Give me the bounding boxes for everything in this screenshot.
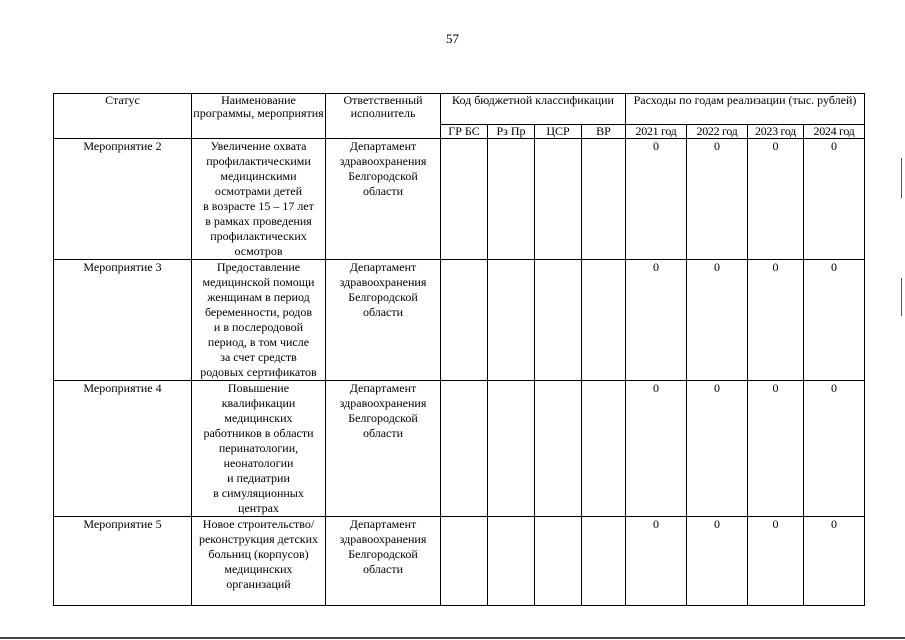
cell-expense-value: 0 <box>804 381 865 517</box>
cell-expense-value: 0 <box>748 260 804 381</box>
header-year-2022: 2022 год <box>687 125 748 139</box>
header-grbs: ГР БС <box>441 125 488 139</box>
name-line: больниц (корпусов) <box>208 547 309 561</box>
header-name: Наименование программы, мероприятия <box>192 94 326 139</box>
name-line: профилактических <box>210 229 307 243</box>
name-line: беременности, родов <box>204 305 313 319</box>
executor-line: здравоохранения <box>339 532 427 546</box>
scan-bottom-line <box>0 637 905 639</box>
cell-expense-value: 0 <box>626 260 687 381</box>
cell-rzpr <box>488 381 535 517</box>
table-row <box>54 381 865 517</box>
table-row <box>54 260 865 381</box>
cell-vr <box>582 139 626 260</box>
name-line: в симуляционных <box>213 486 304 500</box>
cell-status: Мероприятие 3 <box>54 260 192 381</box>
name-line: медицинских <box>224 562 293 576</box>
executor-line: Белгородской <box>348 169 418 183</box>
name-line: реконструкция детских <box>198 532 319 546</box>
cell-name <box>192 381 326 517</box>
cell-vr <box>582 381 626 517</box>
executor-line: области <box>362 426 404 440</box>
name-line: работников в области <box>203 426 314 440</box>
name-line: период, в том числе <box>207 335 310 349</box>
header-year-2021: 2021 год <box>626 125 687 139</box>
name-line: перинатологии, <box>218 441 299 455</box>
cell-csr <box>535 260 582 381</box>
cell-executor <box>326 139 441 260</box>
cell-rzpr <box>488 139 535 260</box>
cell-expense-value: 0 <box>687 517 748 606</box>
cell-csr <box>535 517 582 606</box>
cell-expense-value: 0 <box>626 381 687 517</box>
header-csr: ЦСР <box>535 125 582 139</box>
header-expenses: Расходы по годам реализации (тыс. рублей) <box>626 94 865 125</box>
executor-line: Белгородской <box>348 411 418 425</box>
cell-grbs <box>441 381 488 517</box>
name-line: Предоставление <box>216 260 301 274</box>
scan-edge-mark <box>901 158 902 198</box>
cell-vr <box>582 517 626 606</box>
cell-expense-value: 0 <box>748 517 804 606</box>
executor-line: здравоохранения <box>339 275 427 289</box>
table-row <box>54 139 865 260</box>
cell-grbs <box>441 139 488 260</box>
name-line: медицинских <box>224 411 293 425</box>
program-table <box>53 93 865 606</box>
name-line: квалификации <box>221 396 296 410</box>
name-line: медицинской помощи <box>202 275 315 289</box>
cell-status: Мероприятие 4 <box>54 381 192 517</box>
cell-expense-value: 0 <box>748 381 804 517</box>
executor-line: области <box>362 305 404 319</box>
header-executor: Ответственный исполнитель <box>326 94 441 139</box>
name-line: в возрасте 15 – 17 лет <box>203 199 314 213</box>
page-number: 57 <box>446 31 459 46</box>
cell-expense-value: 0 <box>626 517 687 606</box>
cell-expense-value: 0 <box>687 260 748 381</box>
header-year-2023: 2023 год <box>748 125 804 139</box>
name-line: Увеличение охвата <box>210 139 307 153</box>
cell-status: Мероприятие 2 <box>54 139 192 260</box>
cell-expense-value: 0 <box>687 139 748 260</box>
name-line: родовых сертификатов <box>200 365 317 379</box>
cell-expense-value: 0 <box>626 139 687 260</box>
executor-line: Департамент <box>349 517 417 531</box>
name-line: Повышение <box>227 381 290 395</box>
cell-csr <box>535 139 582 260</box>
cell-expense-value: 0 <box>687 381 748 517</box>
cell-expense-value: 0 <box>804 517 865 606</box>
executor-line: Департамент <box>349 139 417 153</box>
cell-rzpr <box>488 517 535 606</box>
executor-line: области <box>362 562 404 576</box>
cell-expense-value: 0 <box>804 139 865 260</box>
cell-grbs <box>441 260 488 381</box>
header-year-2024: 2024 год <box>804 125 865 139</box>
name-line: центрах <box>238 501 279 515</box>
cell-executor <box>326 381 441 517</box>
table-row <box>54 517 865 606</box>
name-line: осмотров <box>234 244 283 258</box>
cell-name <box>192 260 326 381</box>
header-vr: ВР <box>582 125 626 139</box>
cell-grbs <box>441 517 488 606</box>
cell-executor <box>326 517 441 606</box>
name-line: Новое строительство/ <box>202 517 315 531</box>
cell-expense-value: 0 <box>804 260 865 381</box>
executor-line: Департамент <box>349 260 417 274</box>
name-line: и педиатрии <box>227 471 290 485</box>
name-line: организаций <box>226 577 291 591</box>
cell-csr <box>535 381 582 517</box>
cell-status: Мероприятие 5 <box>54 517 192 606</box>
executor-line: Белгородской <box>348 547 418 561</box>
header-rzpr: Рз Пр <box>488 125 535 139</box>
executor-line: Департамент <box>349 381 417 395</box>
name-line: профилактическими <box>206 154 311 168</box>
cell-name <box>192 517 326 606</box>
header-budget-code: Код бюджетной классификации <box>441 94 626 125</box>
executor-line: Белгородской <box>348 290 418 304</box>
name-line: медицинскими <box>220 169 297 183</box>
executor-line: области <box>362 184 404 198</box>
name-line: женщинам в период <box>207 290 310 304</box>
cell-vr <box>582 260 626 381</box>
executor-line: здравоохранения <box>339 154 427 168</box>
name-line: осмотрами детей <box>214 184 303 198</box>
name-line: и в послеродовой <box>213 320 304 334</box>
name-line: в рамках проведения <box>205 214 312 228</box>
cell-executor <box>326 260 441 381</box>
cell-rzpr <box>488 260 535 381</box>
name-line: за счет средств <box>220 350 297 364</box>
executor-line: здравоохранения <box>339 396 427 410</box>
cell-expense-value: 0 <box>748 139 804 260</box>
scan-edge-mark <box>901 278 902 316</box>
header-status: Статус <box>54 94 192 139</box>
cell-name <box>192 139 326 260</box>
name-line: неонатологии <box>223 456 294 470</box>
